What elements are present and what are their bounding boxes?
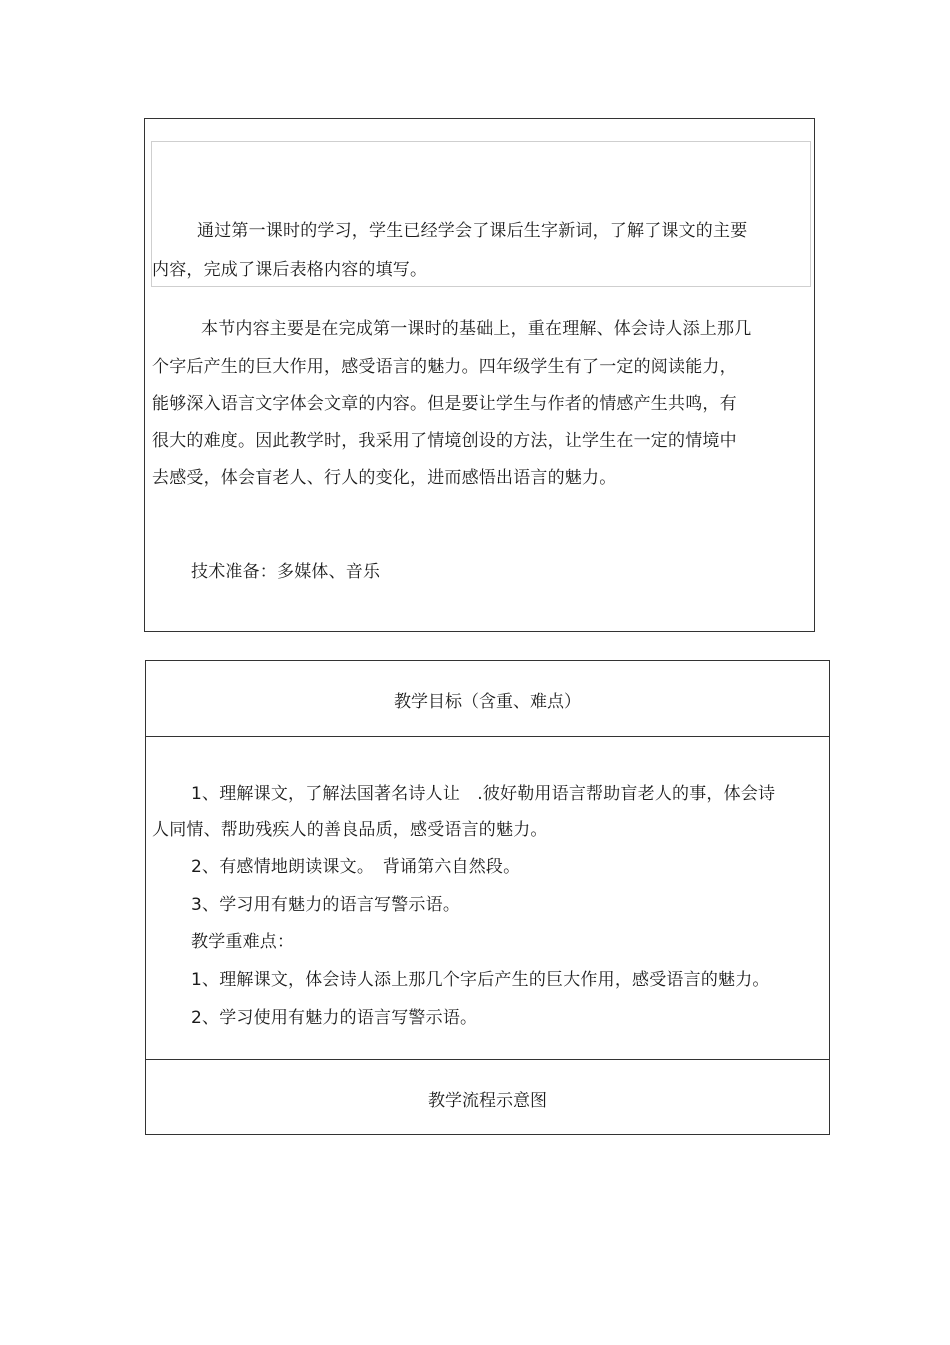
key-point-1: 1、理解课文，体会诗人添上那几个字后产生的巨大作用，感受语言的魅力。 <box>191 970 770 990</box>
tech-prep: 技术准备：多媒体、音乐 <box>191 562 381 582</box>
divider <box>146 736 829 737</box>
goal-2: 2、有感情地朗读课文。 背诵第六自然段。 <box>191 857 521 877</box>
analysis-box <box>144 118 815 632</box>
prior-learning-line-2: 内容，完成了课后表格内容的填写。 <box>152 260 428 280</box>
prior-learning-line-1: 通过第一课时的学习，学生已经学会了课后生字新词，了解了课文的主要 <box>197 221 748 241</box>
teaching-goals-header <box>146 661 829 737</box>
teaching-goals-table <box>145 660 830 1135</box>
content-analysis-line-4: 很大的难度。因此教学时，我采用了情境创设的方法，让学生在一定的情境中 <box>152 431 737 451</box>
flow-chart-title: 教学流程示意图 <box>428 1090 547 1111</box>
goal-1-line-1: 1、理解课文，了解法国著名诗人让 .彼好勒用语言帮助盲老人的事，体会诗 <box>191 784 776 804</box>
key-point-2: 2、学习使用有魅力的语言写警示语。 <box>191 1008 478 1028</box>
content-analysis-line-3: 能够深入语言文字体会文章的内容。但是要让学生与作者的情感产生共鸣，有 <box>152 394 737 414</box>
teaching-goals-title: 教学目标（含重、难点） <box>394 691 581 712</box>
content-analysis-line-1: 本节内容主要是在完成第一课时的基础上，重在理解、体会诗人添上那几 <box>201 319 752 339</box>
content-analysis-line-2: 个字后产生的巨大作用，感受语言的魅力。四年级学生有了一定的阅读能力， <box>152 357 737 377</box>
goal-1-line-2: 人同情、帮助残疾人的善良品质，感受语言的魅力。 <box>152 820 548 840</box>
key-points-title: 教学重难点： <box>191 932 295 952</box>
flow-chart-header <box>146 1060 829 1136</box>
content-analysis-line-5: 去感受，体会盲老人、行人的变化，进而感悟出语言的魅力。 <box>152 468 617 488</box>
goal-3: 3、学习用有魅力的语言写警示语。 <box>191 895 461 915</box>
